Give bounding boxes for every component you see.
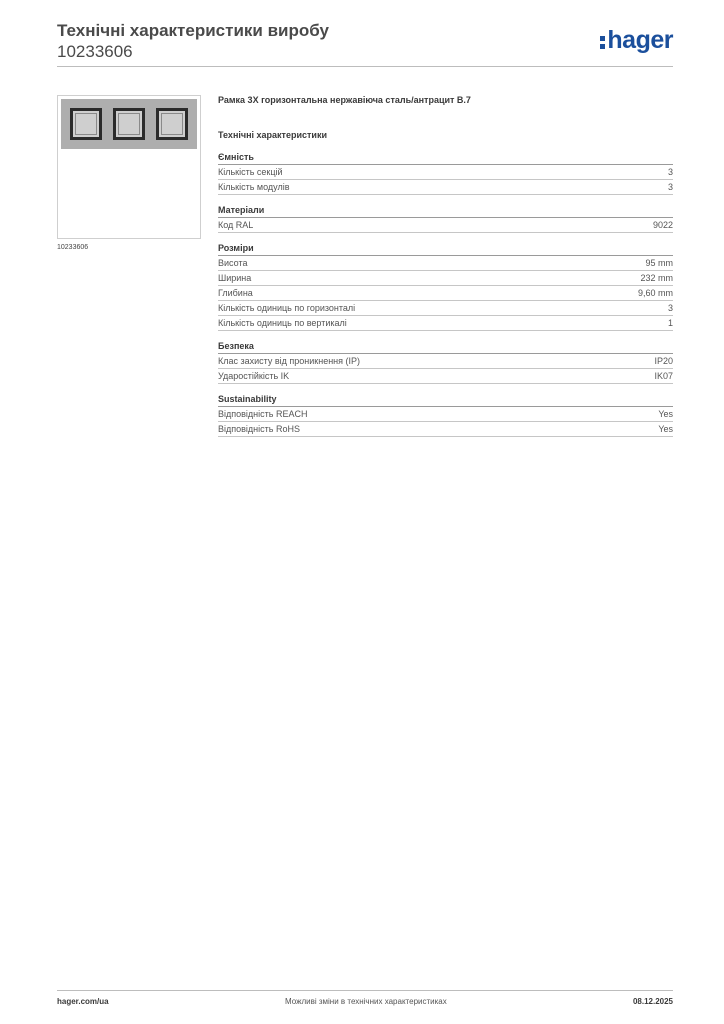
specification-panel bbox=[218, 93, 673, 437]
product-name: Рамка 3Х горизонтальна нержавіюча сталь/антрацит В.7 bbox=[218, 95, 471, 105]
specification-heading: Технічні характеристики bbox=[218, 130, 327, 140]
spec-label: Кількість секцій bbox=[218, 167, 283, 177]
spec-label: Відповідність RoHS bbox=[218, 424, 300, 434]
section-title: Розміри bbox=[218, 242, 673, 256]
spec-label: Ширина bbox=[218, 273, 252, 283]
image-caption: 10233606 bbox=[57, 244, 89, 251]
frame-window bbox=[70, 108, 102, 140]
footer-date: 08.12.2025 bbox=[632, 997, 673, 1006]
hager-logo bbox=[600, 26, 673, 55]
spec-value: 1 bbox=[667, 318, 673, 328]
spec-value: 9022 bbox=[652, 220, 673, 230]
spec-label: Код RAL bbox=[218, 220, 254, 230]
logo-text: hager bbox=[607, 26, 673, 54]
footer-divider bbox=[57, 990, 673, 991]
spec-row bbox=[218, 180, 673, 195]
spec-value: Yes bbox=[658, 424, 673, 434]
spec-row bbox=[218, 354, 673, 369]
header-divider bbox=[57, 66, 673, 67]
spec-value: IK07 bbox=[654, 371, 673, 381]
spec-label: Кількість одиниць по вертикалі bbox=[218, 318, 347, 328]
spec-row bbox=[218, 271, 673, 286]
spec-label: Кількість модулів bbox=[218, 182, 290, 192]
spec-value: 3 bbox=[667, 167, 673, 177]
spec-row bbox=[218, 256, 673, 271]
product-image bbox=[57, 95, 201, 239]
spec-value: 9,60 mm bbox=[637, 288, 673, 298]
footer-disclaimer: Можливі зміни в технічних характеристиках bbox=[285, 997, 447, 1006]
spec-row bbox=[218, 422, 673, 437]
spec-section bbox=[218, 204, 673, 233]
spec-label: Глибина bbox=[218, 288, 253, 298]
frame-plate bbox=[61, 99, 197, 149]
spec-value: 232 mm bbox=[640, 273, 673, 283]
section-title: Безпека bbox=[218, 340, 673, 354]
section-title: Sustainability bbox=[218, 393, 673, 407]
spec-row bbox=[218, 407, 673, 422]
specification-sections bbox=[218, 151, 673, 437]
section-title: Ємність bbox=[218, 151, 673, 165]
frame-window bbox=[156, 108, 188, 140]
page-header bbox=[57, 20, 673, 62]
spec-row bbox=[218, 301, 673, 316]
spec-row bbox=[218, 316, 673, 331]
frame-window bbox=[113, 108, 145, 140]
spec-section bbox=[218, 151, 673, 195]
section-title: Матеріали bbox=[218, 204, 673, 218]
spec-section bbox=[218, 242, 673, 331]
spec-value: IP20 bbox=[654, 356, 673, 366]
logo-dots-icon bbox=[600, 36, 605, 49]
spec-value: 95 mm bbox=[645, 258, 673, 268]
spec-label: Клас захисту від проникнення (IP) bbox=[218, 356, 361, 366]
spec-section bbox=[218, 340, 673, 384]
spec-row bbox=[218, 218, 673, 233]
spec-label: Ударостійкість IK bbox=[218, 371, 290, 381]
spec-value: Yes bbox=[658, 409, 673, 419]
document-title: Технічні характеристики виробу bbox=[57, 21, 329, 40]
spec-label: Висота bbox=[218, 258, 248, 268]
product-code: 10233606 bbox=[57, 42, 133, 61]
spec-row bbox=[218, 165, 673, 180]
spec-label: Відповідність REACH bbox=[218, 409, 308, 419]
spec-row bbox=[218, 286, 673, 301]
spec-value: 3 bbox=[667, 182, 673, 192]
spec-label: Кількість одиниць по горизонталі bbox=[218, 303, 356, 313]
spec-row bbox=[218, 369, 673, 384]
footer-website[interactable]: hager.com/ua bbox=[57, 997, 109, 1006]
spec-section bbox=[218, 393, 673, 437]
spec-value: 3 bbox=[667, 303, 673, 313]
